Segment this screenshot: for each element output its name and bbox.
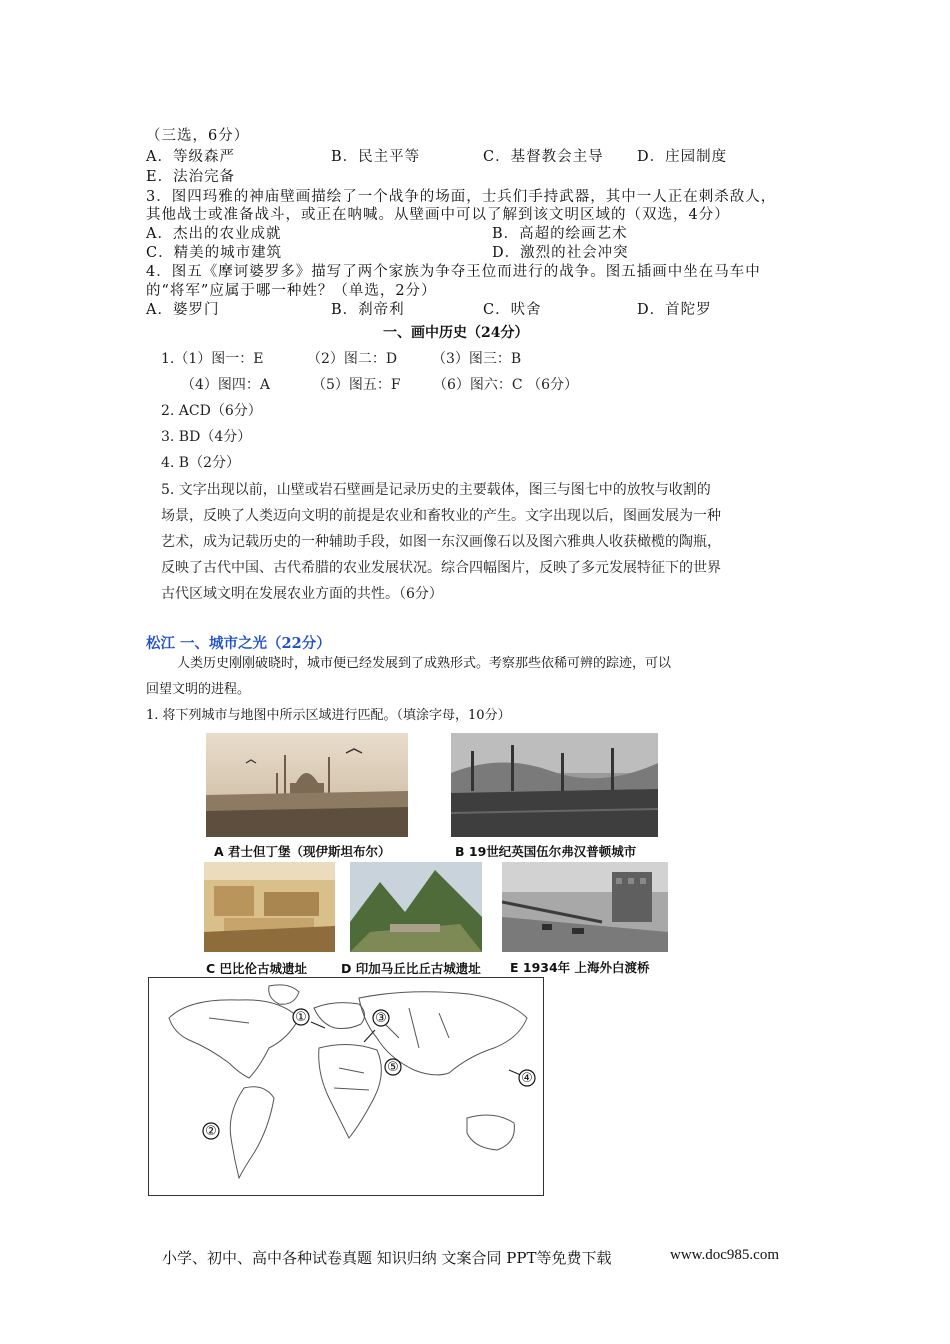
answer-5-line3: 艺术，成为记载历史的一种辅助手段，如图一东汉画像石以及图六雅典人收获橄榄的陶瓶， [161, 534, 721, 550]
q4-stem-line2: 的“将军”应属于哪一种姓？（单选，2分） [146, 283, 437, 299]
answer-5-line1: 5. 文字出现以前，山壁或岩石壁画是记录历史的主要载体，图三与图七中的放牧与收割的 [161, 482, 711, 498]
q3-stem-line2: 其他战士或准备战斗，或正在呐喊。从壁画中可以了解到该文明区域的（双选，4分） [146, 207, 730, 223]
photo-constantinople [206, 733, 408, 837]
answer-1-5: （5）图五：F [312, 377, 401, 393]
q4-option-c: C．吠舍 [483, 302, 542, 318]
photo-machu-picchu [350, 862, 482, 952]
photo-shanghai-bridge [502, 862, 668, 952]
intro-line1: 人类历史刚刚破晓时，城市便已经发展到了成熟形式。考察那些依稀可辨的踪迹，可以 [177, 656, 672, 671]
answers-title: 一、画中历史（24分） [383, 325, 529, 341]
q3-option-a: A．杰出的农业成就 [146, 226, 282, 242]
footer-url[interactable]: www.doc985.com [670, 1247, 780, 1263]
answer-3: 3. BD（4分） [161, 429, 252, 445]
q4-option-d: D．首陀罗 [637, 302, 712, 318]
footer-text: 小学、初中、高中各种试卷真题 知识归纳 文案合同 PPT等免费下载 [162, 1249, 612, 1267]
answer-5-line4: 反映了古代中国、古代希腊的农业发展状况。综合四幅图片，反映了多元发展特征下的世界 [161, 560, 721, 576]
q2-option-c: C．基督教会主导 [483, 149, 604, 165]
q4-option-a: A．婆罗门 [146, 302, 220, 318]
answer-5-line5: 古代区域文明在发展农业方面的共性。（6分） [161, 586, 443, 602]
q2-option-d: D．庄园制度 [637, 149, 728, 165]
intro-line2: 回望文明的进程。 [146, 682, 251, 697]
map-marker-4: ④ [521, 1071, 533, 1086]
q3-option-b: B．高超的绘画艺术 [492, 226, 628, 242]
map-marker-2: ② [205, 1124, 217, 1139]
q2-option-e: E．法治完备 [146, 169, 236, 185]
caption-b: B 19世纪英国伍尔弗汉普顿城市 [455, 844, 637, 859]
world-map [148, 977, 544, 1196]
answer-1-1: 1.（1）图一：E [161, 351, 264, 367]
photo-wolverhampton [451, 733, 658, 837]
q2-option-a: A．等级森严 [146, 149, 235, 165]
caption-a: A 君士但丁堡（现伊斯坦布尔） [214, 844, 391, 859]
photo-babylon [204, 862, 335, 952]
caption-c: C 巴比伦古城遗址 [206, 961, 308, 976]
q3-option-d: D．激烈的社会冲突 [492, 245, 629, 261]
caption-d: D 印加马丘比丘古城遗址 [341, 961, 481, 976]
map-marker-3: ③ [375, 1011, 387, 1026]
map-marker-1: ① [295, 1010, 307, 1025]
answer-4: 4. B（2分） [161, 455, 241, 471]
answer-1-3: （3）图三：B [432, 351, 522, 367]
answer-1-6: （6）图六：C （6分） [433, 377, 578, 393]
q4-stem-line1: 4．图五《摩诃婆罗多》描写了两个家族为争夺王位而进行的战争。图五插画中坐在马车中 [146, 264, 761, 280]
caption-e: E 1934年 上海外白渡桥 [510, 960, 650, 975]
q3-stem-line1: 3．图四玛雅的神庙壁画描绘了一个战争的场面，士兵们手持武器，其中一人正在刺杀敌人， [146, 189, 777, 205]
answer-2: 2. ACD（6分） [161, 403, 262, 419]
answer-1-2: （2）图二：D [307, 351, 398, 367]
q2-tail: （三选，6分） [146, 128, 250, 144]
question-1: 1. 将下列城市与地图中所示区域进行匹配。（填涂字母，10分） [146, 708, 511, 723]
q3-option-c: C．精美的城市建筑 [146, 245, 283, 261]
map-marker-5: ⑤ [387, 1060, 399, 1075]
answer-1-4: （4）图四：A [181, 377, 271, 393]
section-heading: 松江 一、城市之光（22分） [146, 635, 331, 652]
answer-5-line2: 场景，反映了人类迈向文明的前提是农业和畜牧业的产生。文字出现以后，图画发展为一种 [161, 508, 721, 524]
q2-option-b: B．民主平等 [331, 149, 421, 165]
q4-option-b: B．刹帝利 [331, 302, 405, 318]
